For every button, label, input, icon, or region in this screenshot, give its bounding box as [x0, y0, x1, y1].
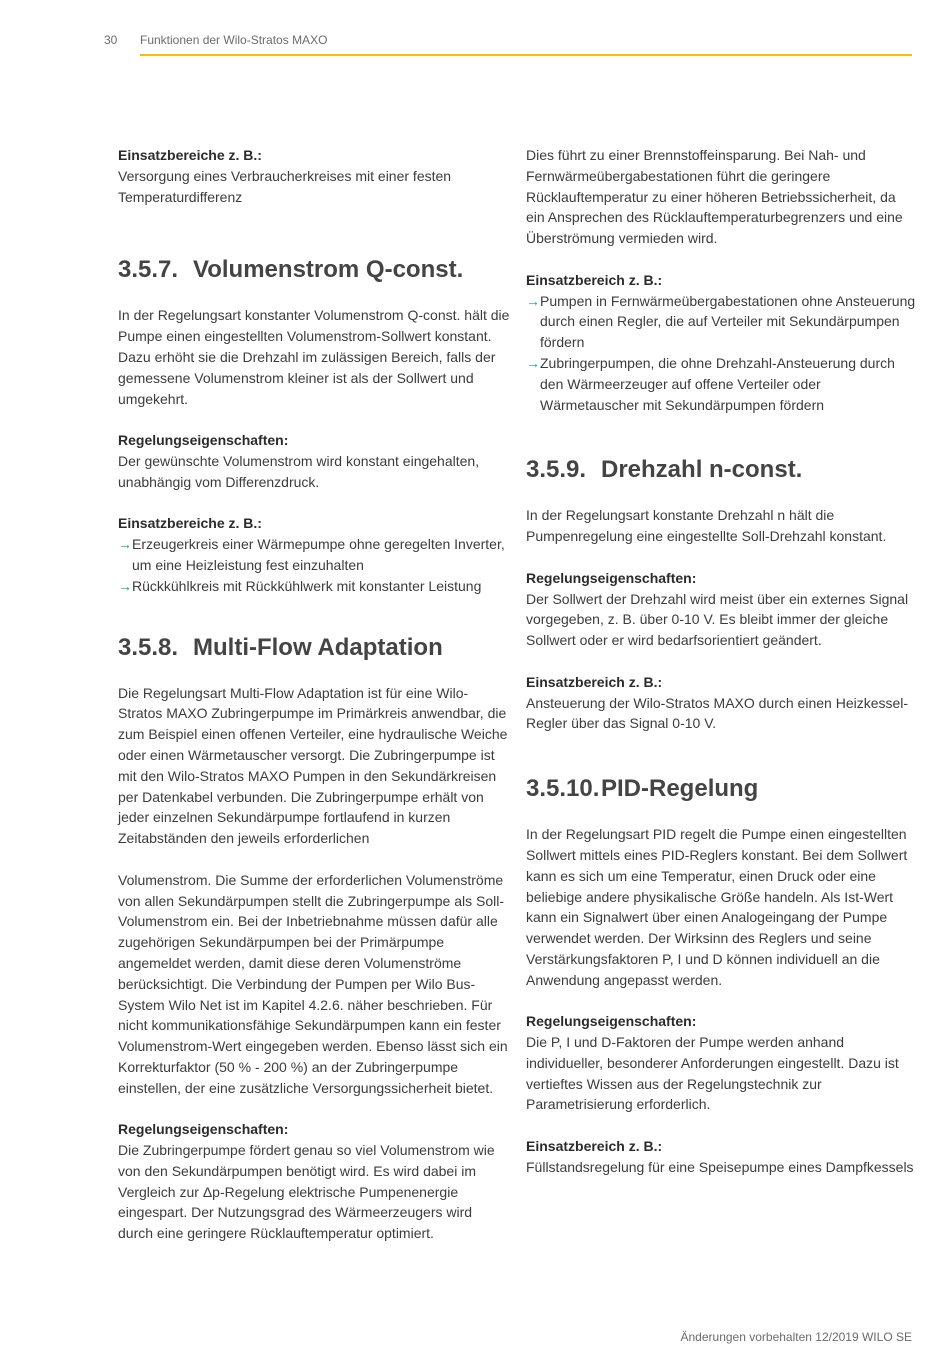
properties-text: Die P, I und D-Faktoren der Pumpe werden anhand individueller, besonderer Anforderungen eingestellt. Dazu ist vertieftes Wissen aus der Regelungstechnik zur Parametrisierung erforderlich. [526, 1034, 899, 1113]
page-footer: Änderungen vorbehalten 12/2019 WILO SE [680, 1330, 912, 1344]
uses-label: Einsatzbereich z. B.: [526, 1138, 663, 1155]
section-body: Die Regelungsart Multi-Flow Adaptation ist für eine Wilo-Stratos MAXO Zubringerpumpe im Primärkreis anwendbar, die zum Beispiel einen offenen Verteiler, eine hydraulische Weiche oder einen Wärmetauscher versorgt. Die Zubringerpumpe ist mit den Wilo-Stratos MAXO Pumpen in den Sekundärkreisen per Datenkabel verbunden. Die Zubringerpumpe erhält von jeder einzelnen Sekundärpumpe fortlaufend in kurzen Zeitabständen den jeweils erforderlichen [118, 684, 508, 847]
section-title: PID-Regelung [601, 775, 759, 803]
section-heading-3-5-7 [118, 255, 510, 285]
uses-list [118, 534, 510, 596]
page-header [0, 0, 950, 60]
section-title: Multi-Flow Adaptation [193, 633, 443, 661]
section-body: In der Regelungsart PID regelt die Pumpe einen eingestellten Sollwert mittels eines PID-Reglers konstant. Bei dem Sollwert kann es sich um eine Temperatur, einen Druck oder eine beliebige andere physikalische Größe handeln. Als Ist-Wert kann ein Signalwert über einen Analogeingang der Pumpe verwendet werden. Der Wirksinn des Reglers und seine Verstärkungsfaktoren P, I und D können individuell an die Anwendung angepasst werden. [526, 826, 908, 988]
properties-text: Der Sollwert der Drehzahl wird meist über ein externes Signal vorgegeben, z. B. über 0-10 V. Es bleibt immer der gleiche Sollwert oder er wird bedarfsorientiert geändert. [526, 590, 909, 649]
uses-text: Füllstandsregelung für eine Speisepumpe eines Dampfkessels [526, 1158, 914, 1175]
arrow-right-icon: → [526, 354, 540, 371]
uses-text: Ansteuerung der Wilo-Stratos MAXO durch einen Heizkessel-Regler über das Signal 0-10 V. [526, 694, 909, 732]
section-title: Volumenstrom Q-const. [193, 256, 464, 284]
uses-label: Einsatzbereich z. B.: [526, 673, 663, 690]
uses-label: Einsatzbereiche z. B.: [118, 515, 262, 532]
section-title: Drehzahl n-const. [601, 456, 803, 484]
section-heading-3-5-8 [118, 633, 510, 663]
section-body-continued: Volumenstrom. Die Summe der erforderlichen Volumenströme von allen Sekundärpumpen stellt die Zubringerpumpe als Soll-Volumenstrom ein. Bei der Inbetriebnahme müssen dafür alle zugehörigen Sekundärpumpen bei der Primärpumpe angemeldet werden, damit diese deren Volumenströme berücksichtigt. Die Verbindung der Pumpen per Wilo Bus-System Wilo Net ist im Kapitel 4.2.6. näher beschrieben. Für nicht kommunikationsfähige Sekundärpumpen kann ein fester Volumenstrom-Wert eingegeben werden. Ebenso lässt sich ein Korrekturfaktor (50 % - 200 %) an der Zubringerpumpe einstellen, der eine zusätzliche Versorgungssicherheit bietet. [118, 871, 508, 1096]
section-number: 3.5.7. [118, 256, 179, 284]
section-number: 3.5.9. [526, 456, 587, 484]
list-item: → Rückkühlkreis mit Rückkühlwerk mit konstanter Leistung [118, 576, 510, 597]
section-body: In der Regelungsart konstante Drehzahl n hält die Pumpenregelung eine eingestellte Soll-Drehzahl konstant. [526, 507, 887, 545]
arrow-right-icon: → [118, 536, 132, 553]
section-number: 3.5.10. [526, 775, 600, 803]
right-column [526, 145, 918, 1178]
spacer [118, 207, 510, 255]
properties-label: Regelungseigenschaften: [526, 1013, 697, 1030]
properties-text: Die Zubringerpumpe fördert genau so viel Volumenstrom wie von den Sekundärpumpen benötigt wird. Es wird dabei im Vergleich zur Δp-Regelung elektrische Pumpenenergie eingespart. Der Nutzungsgrad des Wärmeerzeugers wird durch eine geringere Rücklauftemperatur optimiert. [118, 1142, 495, 1242]
uses-list [526, 291, 918, 416]
properties-label: Regelungseigenschaften: [526, 569, 697, 586]
intro-text: Versorgung eines Verbraucherkreises mit einer festen Temperaturdifferenz [118, 167, 452, 205]
continued-text: Dies führt zu einer Brennstoffeinsparung. Bei Nah- und Fernwärmeübergabestationen führt die geringere Rücklauftemperatur zu einer höheren Betriebssicherheit, da ein Ansprechen des Rücklauftemperaturbegrenzers und eine Überströmung vermieden wird. [526, 147, 903, 247]
list-item: → Zubringerpumpen, die ohne Drehzahl-Ansteuerung durch den Wärmeerzeuger auf offene Verteiler oder Wärmetauscher mit Sekundärpumpen fördern [526, 354, 895, 413]
properties-label: Regelungseigenschaften: [118, 432, 289, 449]
list-item: → Pumpen in Fernwärmeübergabestationen ohne Ansteuerung durch einen Regler, die auf Verteiler mit Sekundärpumpen fördern [526, 292, 916, 351]
page-number: 30 [104, 33, 118, 47]
arrow-right-icon: → [526, 292, 540, 309]
uses-label: Einsatzbereich z. B.: [526, 271, 663, 288]
section-heading-3-5-9 [526, 455, 918, 485]
section-heading-3-5-10 [526, 774, 918, 804]
section-body: In der Regelungsart konstanter Volumenstrom Q-const. hält die Pumpe einen eingestellten Volumenstrom-Sollwert konstant. Dazu erhöht sie die Drehzahl im zulässigen Bereich, falls der gemessene Volumenstrom kleiner ist als der Sollwert und umgekehrt. [118, 307, 510, 407]
header-rule [140, 54, 912, 56]
list-item: → Erzeugerkreis einer Wärmepumpe ohne geregelten Inverter, um eine Heizleistung fest einzuhalten [118, 536, 505, 573]
properties-label: Regelungseigenschaften: [118, 1121, 289, 1138]
intro-label: Einsatzbereiche z. B.: [118, 147, 262, 163]
left-column [118, 145, 510, 1244]
arrow-right-icon: → [118, 577, 132, 594]
running-header-title: Funktionen der Wilo-Stratos MAXO [140, 33, 328, 47]
properties-text: Der gewünschte Volumenstrom wird konstant eingehalten, unabhängig vom Differenzdruck. [118, 452, 480, 490]
section-number: 3.5.8. [118, 633, 179, 661]
